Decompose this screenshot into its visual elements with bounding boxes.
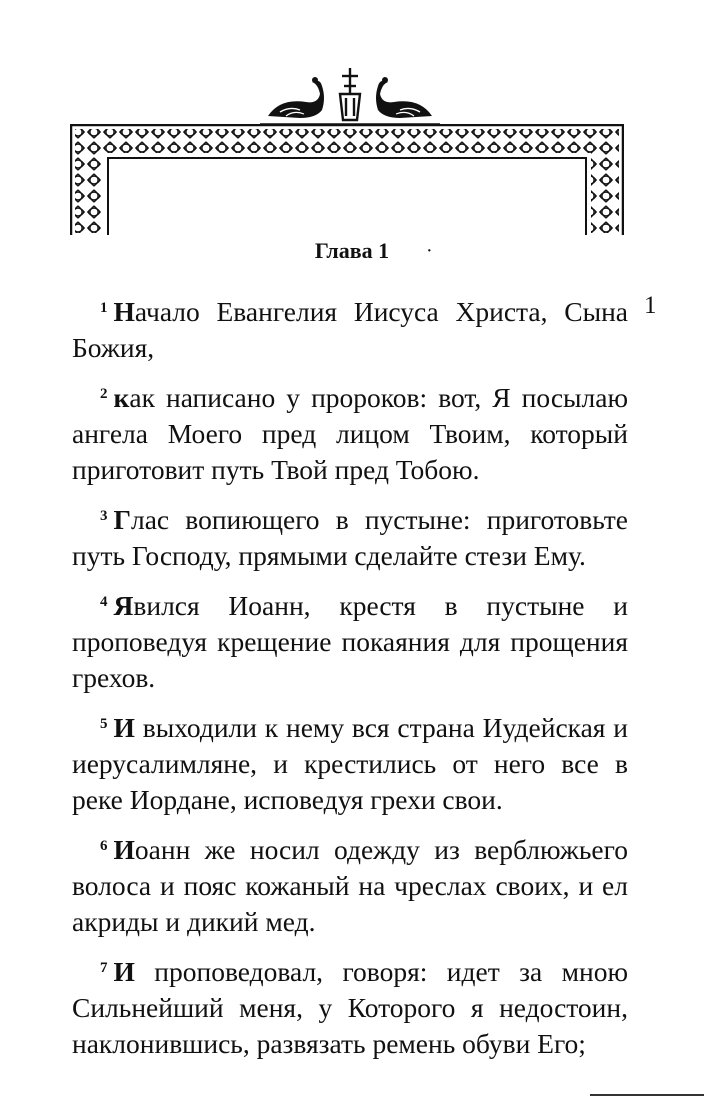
- page-edge-line: [590, 1094, 704, 1096]
- header-knot-frame: [70, 124, 624, 236]
- chapter-title: Глава 1: [314, 238, 390, 263]
- verse-number: 7: [100, 960, 108, 976]
- verse-7: [72, 950, 628, 1062]
- left-peacock-icon: [268, 77, 324, 118]
- verse-text: выходили к нему вся страна Иудейская и иерусалимляне, и крестились от него все в реке Иордане, исповедуя грехи свои.: [72, 712, 628, 815]
- verse-4: [72, 584, 628, 696]
- chapter-text: [72, 290, 628, 1072]
- verse-text: ачало Евангелия Иисуса Христа, Сына Божия,: [72, 296, 628, 363]
- verse-initial: И: [113, 712, 135, 743]
- verse-initial: И: [113, 834, 135, 865]
- verse-6: [72, 828, 628, 940]
- verse-5: [72, 706, 628, 818]
- verse-initial: Г: [113, 504, 131, 535]
- verse-3: [72, 498, 628, 574]
- verse-number: 4: [100, 594, 108, 610]
- verse-initial: к: [113, 382, 130, 413]
- chapter-heading: [0, 238, 704, 264]
- verse-initial: И: [113, 956, 135, 987]
- decorative-dot: ·: [426, 240, 433, 262]
- verse-2: [72, 376, 628, 488]
- verse-number: 6: [100, 838, 108, 854]
- verse-text: вился Иоанн, крестя в пустыне и проповедуя крещение покаяния для прощения грехов.: [72, 590, 628, 693]
- verse-text: оанн же носил одежду из верблюжьего волоса и пояс кожаный на чреслах своих, и ел акриды и дикий мед.: [72, 834, 628, 937]
- verse-1: [72, 290, 628, 366]
- cross-icon: [340, 68, 360, 120]
- verse-text: лас вопиющего в пустыне: приготовьте путь Господу, прямыми сделайте стези Ему.: [72, 504, 628, 571]
- verse-text: ак написано у пророков: вот, Я посылаю ангела Моего пред лицом Твоим, который приготовит путь Твой пред Тобою.: [72, 382, 628, 485]
- verse-number: 1: [100, 300, 108, 316]
- verse-text: проповедовал, говоря: идет за мною Сильнейший меня, у Которого я недостоин, наклонившись, развязать ремень обуви Его;: [72, 956, 628, 1059]
- verse-initial: Н: [113, 296, 135, 327]
- verse-number: 5: [100, 716, 108, 732]
- verse-initial: Я: [113, 590, 134, 621]
- margin-chapter-number: 1: [644, 292, 657, 319]
- verse-number: 3: [100, 508, 108, 524]
- verse-number: 2: [100, 386, 108, 402]
- right-peacock-icon: [376, 77, 432, 118]
- peacocks-cross-ornament: [260, 64, 440, 126]
